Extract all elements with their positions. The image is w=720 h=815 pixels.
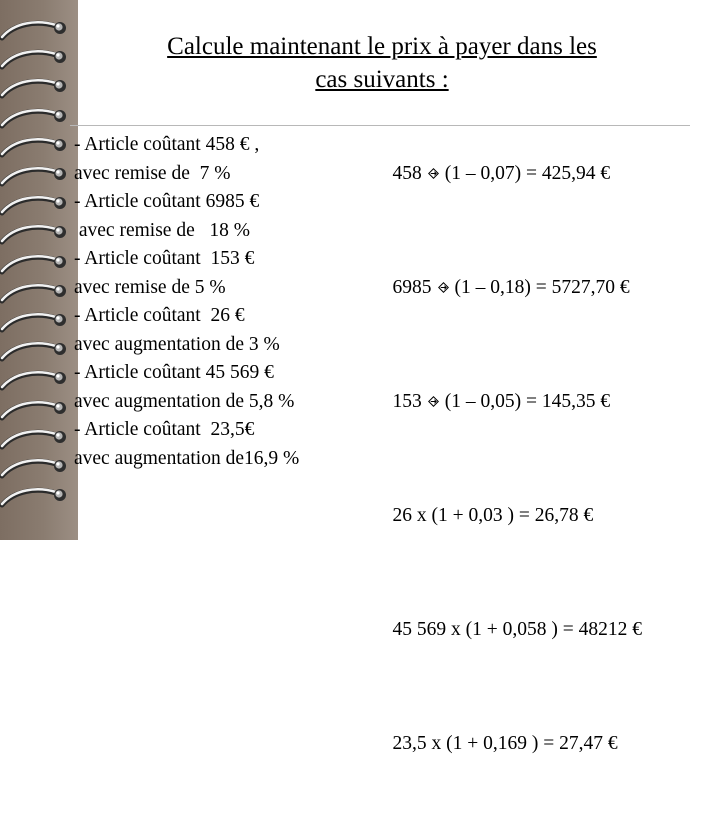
answer-line bbox=[373, 131, 713, 217]
diamond-arrow-icon bbox=[438, 282, 449, 293]
answer-line bbox=[373, 701, 713, 787]
spiral-binding bbox=[0, 0, 78, 540]
spiral-ring-icon bbox=[0, 74, 78, 106]
spiral-ring-icon bbox=[0, 162, 78, 194]
spiral-ring-icon bbox=[0, 220, 78, 252]
spiral-ring-icon bbox=[0, 191, 78, 223]
exercise-line: - Article coûtant 45 569 € bbox=[74, 362, 274, 383]
answer-text: 26 x (1 + 0,03 ) = 26,78 € bbox=[392, 504, 594, 526]
answer-line bbox=[373, 359, 713, 445]
exercise-line: - Article coûtant 153 € bbox=[74, 248, 255, 269]
spiral-ring-icon bbox=[0, 396, 78, 428]
answer-text: 45 569 x (1 + 0,058 ) = 48212 € bbox=[392, 618, 642, 640]
exercise-line: avec remise de 5 % bbox=[74, 276, 226, 298]
diamond-arrow-icon bbox=[428, 396, 439, 407]
exercise-line: avec augmentation de16,9 % bbox=[74, 447, 300, 469]
exercise-line: avec augmentation de 3 % bbox=[74, 333, 280, 355]
answer-line bbox=[373, 587, 713, 673]
spiral-ring-icon bbox=[0, 366, 78, 398]
spiral-ring-icon bbox=[0, 45, 78, 77]
answer-formula: (1 – 0,07) = 425,94 € bbox=[444, 162, 611, 184]
exercise-line: avec remise de 7 % bbox=[74, 162, 231, 184]
spiral-ring-icon bbox=[0, 454, 78, 486]
exercise-line: avec augmentation de 5,8 % bbox=[74, 390, 295, 412]
answer-formula: (1 – 0,05) = 145,35 € bbox=[444, 390, 611, 412]
exercise-line: avec remise de 18 % bbox=[74, 219, 250, 241]
page-title bbox=[92, 30, 672, 96]
answer-text: 23,5 x (1 + 0,169 ) = 27,47 € bbox=[392, 732, 618, 754]
diamond-arrow-icon bbox=[428, 168, 439, 179]
spiral-ring-icon bbox=[0, 250, 78, 282]
exercise-list bbox=[74, 131, 364, 473]
spiral-ring-icon bbox=[0, 16, 78, 48]
spiral-ring-icon bbox=[0, 279, 78, 311]
exercise-line: - Article coûtant 6985 € bbox=[74, 191, 260, 212]
answer-formula: (1 – 0,18) = 5727,70 € bbox=[454, 276, 630, 298]
answer-line bbox=[373, 245, 713, 331]
spiral-ring-icon bbox=[0, 483, 78, 515]
answer-value: 458 bbox=[392, 162, 422, 184]
answer-value: 153 bbox=[392, 390, 422, 412]
spiral-ring-icon bbox=[0, 337, 78, 369]
answer-value: 6985 bbox=[392, 276, 432, 298]
spiral-ring-icon bbox=[0, 133, 78, 165]
title-line-1: Calcule maintenant le prix à payer dans les bbox=[167, 33, 597, 60]
exercise-line: - Article coûtant 458 € , bbox=[74, 134, 260, 155]
spiral-ring-icon bbox=[0, 104, 78, 136]
divider bbox=[70, 125, 690, 126]
exercise-line: - Article coûtant 26 € bbox=[74, 305, 245, 326]
spiral-ring-icon bbox=[0, 425, 78, 457]
answer-line bbox=[373, 473, 713, 559]
answers-list bbox=[373, 131, 713, 815]
spiral-ring-icon bbox=[0, 308, 78, 340]
exercise-line: - Article coûtant 23,5€ bbox=[74, 419, 255, 440]
title-line-2: cas suivants : bbox=[315, 66, 449, 93]
